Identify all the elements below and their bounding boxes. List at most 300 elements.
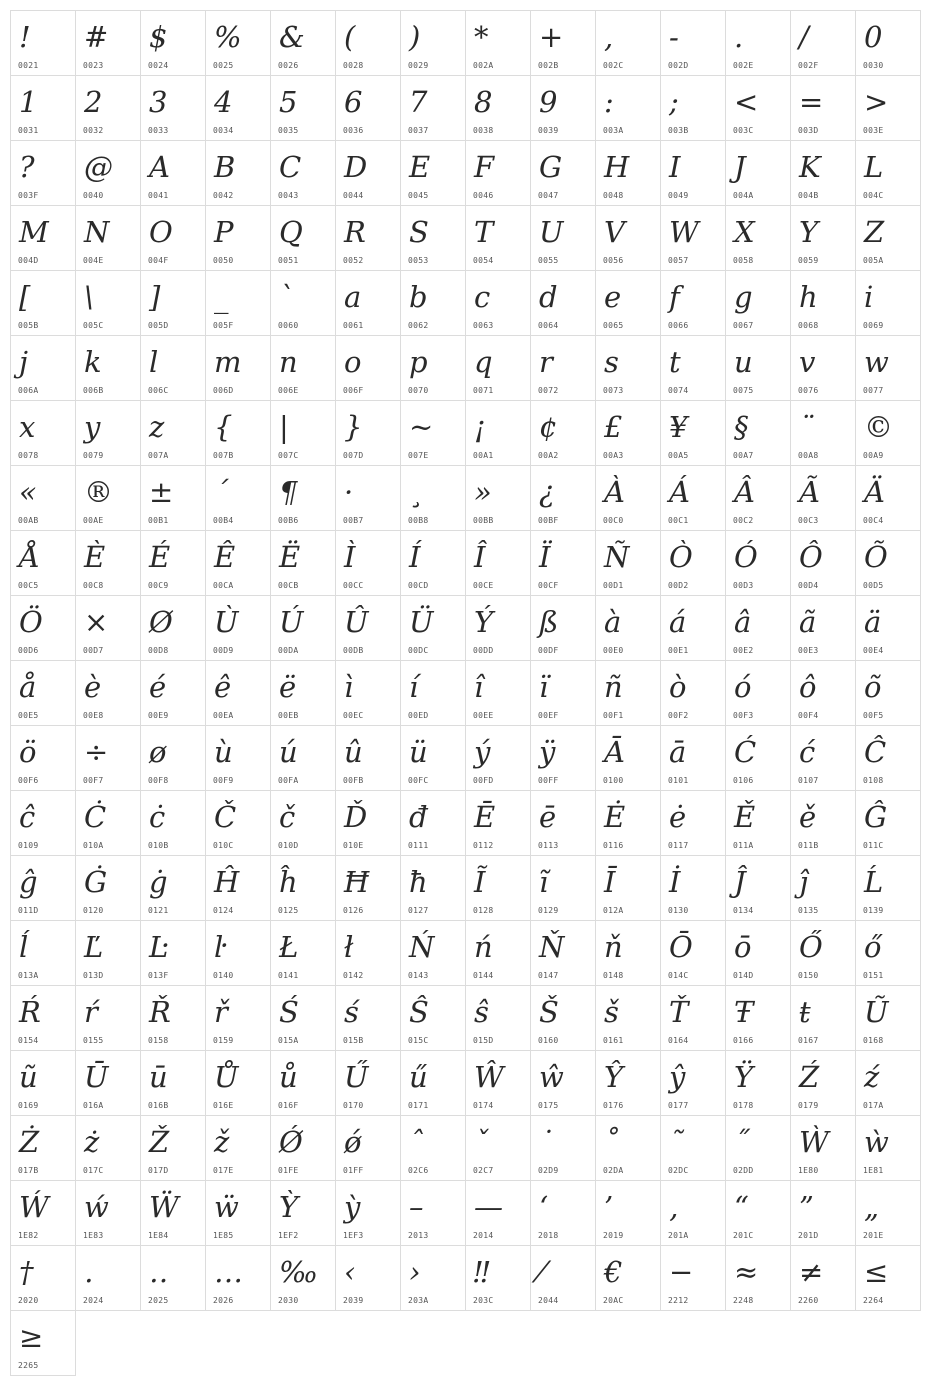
glyph-codepoint: 2044 [538, 1296, 559, 1305]
glyph-cell [205, 400, 271, 466]
glyph-codepoint: 0037 [408, 126, 429, 135]
glyph-char: 8 [474, 85, 493, 119]
glyph-codepoint: 015C [408, 1036, 429, 1045]
glyph-codepoint: 016B [148, 1101, 169, 1110]
glyph-cell [335, 75, 401, 141]
glyph-char: ĝ [19, 865, 38, 899]
glyph-cell [335, 530, 401, 596]
glyph-char: ẅ [214, 1190, 239, 1224]
glyph-cell [595, 75, 661, 141]
glyph-cell [140, 985, 206, 1051]
glyph-cell [270, 10, 336, 76]
glyph-codepoint: 00DA [278, 646, 299, 655]
glyph-cell [75, 920, 141, 986]
glyph-codepoint: 00B7 [343, 516, 364, 525]
glyph-codepoint: 0073 [603, 386, 624, 395]
glyph-codepoint: 2248 [733, 1296, 754, 1305]
glyph-cell [400, 660, 466, 726]
glyph-codepoint: 00E8 [83, 711, 104, 720]
glyph-codepoint: 00AE [83, 516, 104, 525]
glyph-char: D [344, 150, 368, 184]
glyph-cell [855, 140, 921, 206]
glyph-cell [855, 790, 921, 856]
glyph-codepoint: 0112 [473, 841, 494, 850]
glyph-codepoint: 0039 [538, 126, 559, 135]
glyph-codepoint: 017C [83, 1166, 104, 1175]
glyph-cell [595, 140, 661, 206]
glyph-cell [530, 140, 596, 206]
glyph-codepoint: 1E80 [798, 1166, 819, 1175]
glyph-cell [530, 1050, 596, 1116]
glyph-char: § [734, 410, 749, 444]
glyph-cell [400, 855, 466, 921]
glyph-char: e [604, 280, 622, 314]
glyph-cell [790, 1180, 856, 1246]
glyph-char: Ľ [84, 930, 104, 964]
glyph-codepoint: 010D [278, 841, 299, 850]
glyph-cell [530, 400, 596, 466]
glyph-char: Û [344, 605, 369, 639]
glyph-char: ō [734, 930, 752, 964]
glyph-cell [855, 335, 921, 401]
glyph-codepoint: 2039 [343, 1296, 364, 1305]
glyph-codepoint: 006A [18, 386, 39, 395]
glyph-cell [335, 790, 401, 856]
glyph-codepoint: 011D [18, 906, 39, 915]
glyph-char: ė [669, 800, 687, 834]
glyph-cell [465, 855, 531, 921]
glyph-char: E [409, 150, 431, 184]
glyph-cell [75, 1245, 141, 1311]
glyph-cell [595, 465, 661, 531]
glyph-char: „ [864, 1190, 880, 1224]
glyph-codepoint: 012A [603, 906, 624, 915]
glyph-codepoint: 006B [83, 386, 104, 395]
glyph-codepoint: 1E81 [863, 1166, 884, 1175]
glyph-cell [335, 920, 401, 986]
glyph-codepoint: 00BF [538, 516, 559, 525]
glyph-cell [10, 855, 76, 921]
glyph-char: Ń [409, 930, 435, 964]
glyph-codepoint: 1E84 [148, 1231, 169, 1240]
glyph-char: { [214, 410, 233, 444]
glyph-char: ˇ [474, 1125, 489, 1159]
glyph-codepoint: 00C0 [603, 516, 624, 525]
glyph-codepoint: 00DC [408, 646, 429, 655]
glyph-codepoint: 0125 [278, 906, 299, 915]
glyph-cell [660, 660, 726, 726]
glyph-char: – [409, 1190, 424, 1224]
glyph-char: i [864, 280, 874, 314]
glyph-cell [465, 335, 531, 401]
glyph-char: P [214, 215, 234, 249]
glyph-cell [205, 1050, 271, 1116]
glyph-cell [270, 1180, 336, 1246]
glyph-cell [75, 140, 141, 206]
glyph-char: Ė [604, 800, 626, 834]
glyph-char: Ũ [864, 995, 889, 1029]
glyph-cell [790, 335, 856, 401]
glyph-cell [595, 1115, 661, 1181]
glyph-cell [725, 1115, 791, 1181]
glyph-cell [400, 140, 466, 206]
glyph-char: ˜ [669, 1125, 684, 1159]
glyph-char: ë [279, 670, 297, 704]
glyph-codepoint: 02DC [668, 1166, 689, 1175]
glyph-codepoint: 01FE [278, 1166, 299, 1175]
glyph-char: ¶ [279, 475, 298, 509]
glyph-cell [400, 270, 466, 336]
glyph-codepoint: 00D2 [668, 581, 689, 590]
glyph-char: ĉ [19, 800, 36, 834]
glyph-codepoint: 00FF [538, 776, 559, 785]
glyph-char: ö [19, 735, 37, 769]
glyph-cell [335, 1115, 401, 1181]
glyph-char: a [344, 280, 362, 314]
glyph-char: ŵ [539, 1060, 564, 1094]
glyph-cell [790, 400, 856, 466]
glyph-codepoint: 0160 [538, 1036, 559, 1045]
glyph-codepoint: 00F1 [603, 711, 624, 720]
glyph-char: 6 [344, 85, 363, 119]
glyph-cell [660, 855, 726, 921]
glyph-cell [725, 400, 791, 466]
glyph-codepoint: 004A [733, 191, 754, 200]
glyph-char: ŧ [799, 995, 811, 1029]
glyph-char: Ĵ [734, 865, 746, 899]
glyph-cell [205, 660, 271, 726]
glyph-cell [725, 465, 791, 531]
glyph-codepoint: 015A [278, 1036, 299, 1045]
glyph-codepoint: 1EF2 [278, 1231, 299, 1240]
glyph-char: Ó [734, 540, 758, 574]
glyph-cell [140, 1245, 206, 1311]
glyph-char: } [344, 410, 363, 444]
glyph-codepoint: 006E [278, 386, 299, 395]
glyph-codepoint: 003C [733, 126, 754, 135]
glyph-char: ≠ [799, 1255, 824, 1289]
glyph-char: È [84, 540, 106, 574]
glyph-codepoint: 0139 [863, 906, 884, 915]
glyph-codepoint: 0178 [733, 1101, 754, 1110]
glyph-cell [400, 790, 466, 856]
glyph-cell [140, 10, 206, 76]
glyph-char: İ [669, 865, 681, 899]
glyph-cell [270, 855, 336, 921]
glyph-cell [530, 465, 596, 531]
glyph-cell [465, 985, 531, 1051]
glyph-codepoint: 0043 [278, 191, 299, 200]
glyph-char: ≤ [864, 1255, 889, 1289]
glyph-codepoint: 017B [18, 1166, 39, 1175]
glyph-codepoint: 0174 [473, 1101, 494, 1110]
glyph-cell [790, 465, 856, 531]
glyph-cell [725, 270, 791, 336]
glyph-cell [595, 10, 661, 76]
glyph-char: ® [84, 475, 113, 509]
glyph-char: ` [279, 280, 294, 314]
glyph-cell [75, 985, 141, 1051]
glyph-cell [205, 335, 271, 401]
glyph-cell [400, 465, 466, 531]
glyph-cell [270, 270, 336, 336]
glyph-codepoint: 002F [798, 61, 819, 70]
glyph-cell [400, 985, 466, 1051]
glyph-char: Ě [734, 800, 756, 834]
glyph-char: © [864, 410, 893, 444]
glyph-char: @ [84, 150, 113, 184]
glyph-char: Î [474, 540, 486, 574]
glyph-codepoint: 0166 [733, 1036, 754, 1045]
glyph-codepoint: 017D [148, 1166, 169, 1175]
glyph-codepoint: 0068 [798, 321, 819, 330]
glyph-cell [400, 335, 466, 401]
glyph-cell [10, 530, 76, 596]
glyph-cell [10, 1180, 76, 1246]
glyph-codepoint: 0055 [538, 256, 559, 265]
glyph-cell [400, 1180, 466, 1246]
glyph-cell [725, 660, 791, 726]
glyph-codepoint: 00E0 [603, 646, 624, 655]
glyph-cell [595, 790, 661, 856]
glyph-codepoint: 00E2 [733, 646, 754, 655]
glyph-codepoint: 0056 [603, 256, 624, 265]
glyph-cell [465, 1050, 531, 1116]
glyph-char: 9 [539, 85, 558, 119]
glyph-char: ū [149, 1060, 168, 1094]
glyph-codepoint: 0126 [343, 906, 364, 915]
glyph-cell [75, 790, 141, 856]
glyph-char: ¨ [799, 410, 814, 444]
glyph-codepoint: 2265 [18, 1361, 39, 1370]
glyph-cell [270, 660, 336, 726]
glyph-codepoint: 0041 [148, 191, 169, 200]
glyph-char: ġ [149, 865, 168, 899]
glyph-char: “ [734, 1190, 749, 1224]
glyph-codepoint: 00CB [278, 581, 299, 590]
glyph-cell [205, 1180, 271, 1246]
glyph-cell [465, 790, 531, 856]
glyph-char: — [474, 1190, 503, 1224]
glyph-cell [660, 335, 726, 401]
glyph-codepoint: 0077 [863, 386, 884, 395]
glyph-char: M [19, 215, 49, 249]
glyph-char: X [734, 215, 755, 249]
glyph-codepoint: 2019 [603, 1231, 624, 1240]
glyph-char: ň [604, 930, 623, 964]
glyph-char: _ [214, 280, 229, 314]
glyph-cell [270, 335, 336, 401]
glyph-cell [205, 10, 271, 76]
glyph-char: N [84, 215, 110, 249]
glyph-codepoint: 00B6 [278, 516, 299, 525]
glyph-cell [205, 205, 271, 271]
glyph-char: , [604, 20, 614, 54]
glyph-char: ; [669, 85, 679, 119]
glyph-cell [595, 595, 661, 661]
glyph-cell [790, 790, 856, 856]
glyph-char: F [474, 150, 495, 184]
glyph-char: Ś [279, 995, 299, 1029]
glyph-cell [335, 400, 401, 466]
glyph-codepoint: 00A9 [863, 451, 884, 460]
glyph-codepoint: 00CE [473, 581, 494, 590]
glyph-codepoint: 0025 [213, 61, 234, 70]
glyph-cell [725, 1245, 791, 1311]
glyph-cell [660, 1180, 726, 1246]
glyph-cell [660, 920, 726, 986]
glyph-codepoint: 0134 [733, 906, 754, 915]
glyph-cell [725, 790, 791, 856]
glyph-char: # [84, 20, 109, 54]
glyph-char: Ŀ [149, 930, 169, 964]
glyph-cell [595, 1180, 661, 1246]
glyph-codepoint: 0038 [473, 126, 494, 135]
glyph-char: r [539, 345, 553, 379]
glyph-codepoint: 016E [213, 1101, 234, 1110]
glyph-codepoint: 0111 [408, 841, 429, 850]
glyph-codepoint: 007C [278, 451, 299, 460]
glyph-codepoint: 007E [408, 451, 429, 460]
glyph-char: m [214, 345, 242, 379]
glyph-codepoint: 015D [473, 1036, 494, 1045]
glyph-char: Z [864, 215, 885, 249]
glyph-cell [400, 595, 466, 661]
glyph-codepoint: 0050 [213, 256, 234, 265]
glyph-cell [790, 1115, 856, 1181]
glyph-char: K [799, 150, 821, 184]
glyph-codepoint: 017E [213, 1166, 234, 1175]
glyph-char: Ī [604, 865, 616, 899]
glyph-char: Ĥ [214, 865, 240, 899]
glyph-codepoint: 017A [863, 1101, 884, 1110]
glyph-codepoint: 0106 [733, 776, 754, 785]
glyph-codepoint: 00F6 [18, 776, 39, 785]
glyph-cell [465, 465, 531, 531]
glyph-cell [10, 75, 76, 141]
glyph-cell [530, 1180, 596, 1246]
glyph-codepoint: 0054 [473, 256, 494, 265]
glyph-cell [140, 335, 206, 401]
glyph-char: ý [474, 735, 491, 769]
glyph-cell [465, 595, 531, 661]
glyph-cell [270, 140, 336, 206]
glyph-char: Ō [669, 930, 693, 964]
glyph-cell [10, 985, 76, 1051]
glyph-codepoint: 00A2 [538, 451, 559, 460]
glyph-char: [ [19, 280, 31, 314]
glyph-codepoint: 00D4 [798, 581, 819, 590]
glyph-codepoint: 00ED [408, 711, 429, 720]
glyph-cell [400, 205, 466, 271]
glyph-char: Ê [214, 540, 236, 574]
glyph-codepoint: 0059 [798, 256, 819, 265]
glyph-cell [270, 205, 336, 271]
glyph-codepoint: 0117 [668, 841, 689, 850]
glyph-codepoint: 0062 [408, 321, 429, 330]
glyph-codepoint: 00C1 [668, 516, 689, 525]
glyph-codepoint: 00DD [473, 646, 494, 655]
glyph-codepoint: 00E5 [18, 711, 39, 720]
glyph-cell [140, 1115, 206, 1181]
glyph-char: o [344, 345, 362, 379]
glyph-char: Ñ [604, 540, 630, 574]
glyph-cell [855, 985, 921, 1051]
glyph-codepoint: 003A [603, 126, 624, 135]
glyph-cell [530, 1115, 596, 1181]
glyph-codepoint: 0030 [863, 61, 884, 70]
glyph-cell [660, 205, 726, 271]
glyph-char: Ĺ [864, 865, 884, 899]
glyph-codepoint: 006C [148, 386, 169, 395]
glyph-char: Q [279, 215, 303, 249]
glyph-cell [855, 920, 921, 986]
glyph-cell [140, 75, 206, 141]
glyph-cell [10, 10, 76, 76]
glyph-cell [660, 1115, 726, 1181]
glyph-cell [140, 660, 206, 726]
glyph-codepoint: 0079 [83, 451, 104, 460]
glyph-cell [335, 1050, 401, 1116]
glyph-cell [595, 1050, 661, 1116]
glyph-codepoint: 1E82 [18, 1231, 39, 1240]
glyph-char: Ŷ [604, 1060, 624, 1094]
glyph-codepoint: 203A [408, 1296, 429, 1305]
glyph-char: + [539, 20, 564, 54]
glyph-codepoint: 0142 [343, 971, 364, 980]
glyph-cell [465, 400, 531, 466]
glyph-codepoint: 004D [18, 256, 39, 265]
glyph-codepoint: 006F [343, 386, 364, 395]
glyph-codepoint: 01FF [343, 1166, 364, 1175]
glyph-codepoint: 0121 [148, 906, 169, 915]
glyph-cell [465, 920, 531, 986]
glyph-cell [335, 335, 401, 401]
glyph-char: á [669, 605, 687, 639]
glyph-codepoint: 0130 [668, 906, 689, 915]
glyph-cell [530, 530, 596, 596]
glyph-char: A [149, 150, 170, 184]
glyph-char: ź [864, 1060, 880, 1094]
glyph-codepoint: 0129 [538, 906, 559, 915]
glyph-cell [660, 10, 726, 76]
glyph-char: s [604, 345, 619, 379]
glyph-char: Ď [344, 800, 368, 834]
glyph-char: ż [84, 1125, 100, 1159]
glyph-codepoint: 0063 [473, 321, 494, 330]
glyph-codepoint: 007A [148, 451, 169, 460]
glyph-cell [790, 1245, 856, 1311]
glyph-cell [10, 140, 76, 206]
glyph-cell [465, 140, 531, 206]
glyph-cell [205, 1115, 271, 1181]
glyph-cell [75, 1115, 141, 1181]
glyph-char: ˙ [539, 1125, 554, 1159]
glyph-char: Ô [799, 540, 823, 574]
glyph-codepoint: 004E [83, 256, 104, 265]
glyph-codepoint: 0065 [603, 321, 624, 330]
glyph-char: ~ [409, 410, 434, 444]
glyph-codepoint: 0144 [473, 971, 494, 980]
glyph-char: ċ [149, 800, 166, 834]
glyph-codepoint: 2025 [148, 1296, 169, 1305]
glyph-char: Š [539, 995, 559, 1029]
glyph-cell [140, 400, 206, 466]
glyph-codepoint: 0045 [408, 191, 429, 200]
glyph-cell [725, 595, 791, 661]
glyph-codepoint: 00C5 [18, 581, 39, 590]
glyph-char: Í [409, 540, 421, 574]
